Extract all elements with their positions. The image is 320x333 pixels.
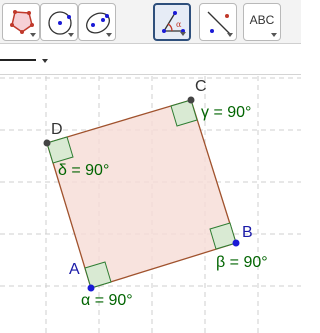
point-d-label: D xyxy=(51,121,63,138)
dropdown-indicator-icon xyxy=(30,33,36,37)
angle-alpha-label: α = 90° xyxy=(81,292,133,309)
line-style-dropdown-icon[interactable] xyxy=(42,59,48,63)
point-b-label: B xyxy=(242,224,253,241)
circle-tool-button[interactable] xyxy=(40,3,78,41)
dropdown-indicator-icon xyxy=(106,33,112,37)
angle-beta-label: β = 90° xyxy=(216,254,268,271)
toolbar xyxy=(0,0,301,44)
point-c-label: C xyxy=(195,78,207,95)
dropdown-indicator-icon xyxy=(271,33,277,37)
dropdown-indicator-icon xyxy=(180,32,186,36)
quadrilateral-abcd[interactable] xyxy=(47,100,236,288)
graphics-view[interactable] xyxy=(0,76,301,333)
angle-gamma-label: γ = 90° xyxy=(201,104,252,121)
point-d[interactable] xyxy=(44,140,51,147)
reflect-tool-button[interactable] xyxy=(199,3,237,41)
angle-tool-button[interactable] xyxy=(153,3,191,41)
dropdown-indicator-icon xyxy=(68,33,74,37)
line-style-selector[interactable] xyxy=(0,59,36,61)
text-icon: ABC xyxy=(249,13,275,27)
polygon-tool-button[interactable] xyxy=(2,3,40,41)
point-c[interactable] xyxy=(188,97,195,104)
dropdown-indicator-icon xyxy=(227,33,233,37)
angle-delta-label: δ = 90° xyxy=(58,162,110,179)
ellipse-tool-button[interactable] xyxy=(78,3,116,41)
svg-text:α: α xyxy=(176,20,182,29)
point-a[interactable] xyxy=(88,285,95,292)
style-bar xyxy=(0,45,301,75)
text-tool-button[interactable] xyxy=(243,3,281,41)
point-b[interactable] xyxy=(233,240,240,247)
point-a-label: A xyxy=(69,261,80,278)
